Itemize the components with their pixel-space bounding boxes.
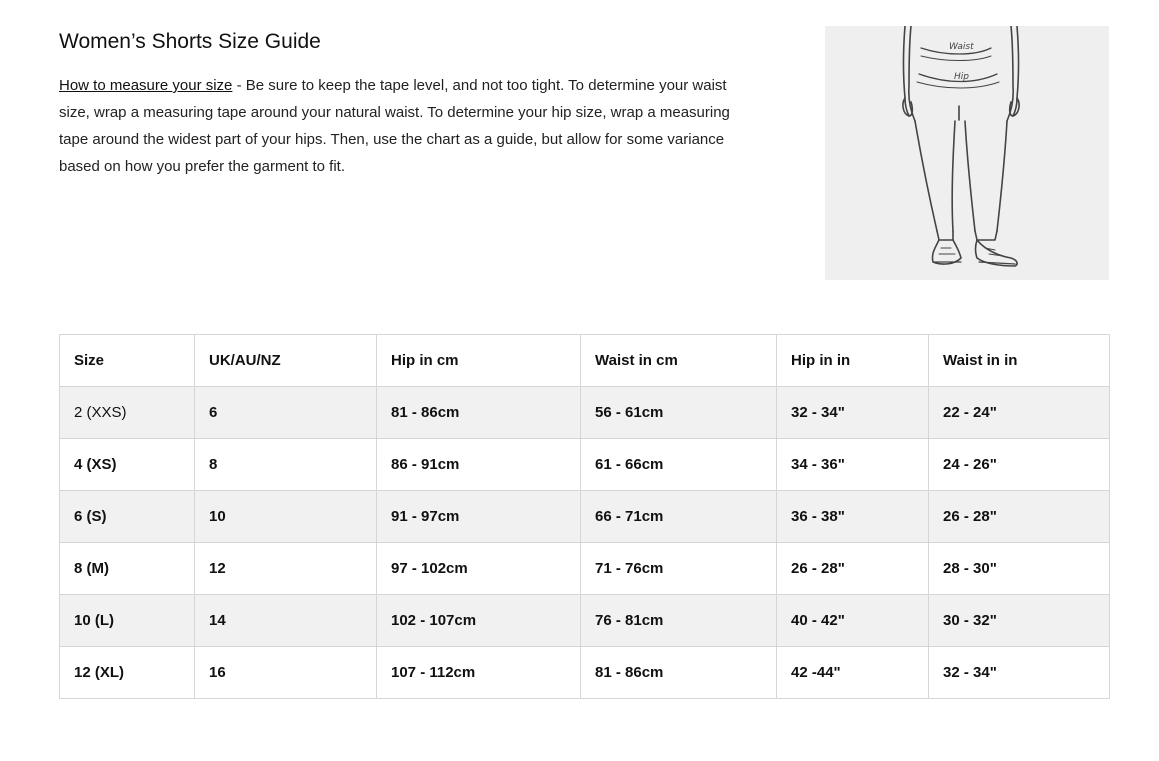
page-title: Women’s Shorts Size Guide (59, 30, 321, 53)
cell-waist-in: 30 - 32" (929, 595, 1110, 647)
cell-hip-in: 36 - 38" (777, 491, 929, 543)
cell-waist-in: 22 - 24" (929, 387, 1110, 439)
column-header-hip-in: Hip in in (777, 335, 929, 387)
cell-waist-cm: 71 - 76cm (581, 543, 777, 595)
cell-hip-cm: 102 - 107cm (377, 595, 581, 647)
cell-waist-cm: 56 - 61cm (581, 387, 777, 439)
column-header-uk-au-nz: UK/AU/NZ (195, 335, 377, 387)
size-guide-intro (59, 28, 759, 180)
column-header-size: Size (60, 335, 195, 387)
cell-waist-cm: 61 - 66cm (581, 439, 777, 491)
cell-size: 6 (S) (60, 491, 195, 543)
cell-size: 12 (XL) (60, 647, 195, 699)
measure-instructions (59, 72, 759, 180)
cell-hip-in: 40 - 42" (777, 595, 929, 647)
cell-size: 10 (L) (60, 595, 195, 647)
cell-uk-au-nz: 14 (195, 595, 377, 647)
column-header-waist-in: Waist in in (929, 335, 1110, 387)
table-row (60, 595, 1110, 647)
cell-waist-cm: 66 - 71cm (581, 491, 777, 543)
table-header-row (60, 335, 1110, 387)
cell-hip-cm: 91 - 97cm (377, 491, 581, 543)
column-header-hip-cm: Hip in cm (377, 335, 581, 387)
size-table (59, 334, 1110, 699)
column-header-waist-cm: Waist in cm (581, 335, 777, 387)
cell-size: 4 (XS) (60, 439, 195, 491)
cell-waist-in: 28 - 30" (929, 543, 1110, 595)
cell-waist-in: 32 - 34" (929, 647, 1110, 699)
cell-uk-au-nz: 6 (195, 387, 377, 439)
table-row (60, 543, 1110, 595)
cell-waist-cm: 81 - 86cm (581, 647, 777, 699)
cell-waist-in: 26 - 28" (929, 491, 1110, 543)
cell-hip-in: 42 -44" (777, 647, 929, 699)
table-row (60, 387, 1110, 439)
cell-hip-cm: 107 - 112cm (377, 647, 581, 699)
cell-hip-cm: 86 - 91cm (377, 439, 581, 491)
cell-hip-in: 34 - 36" (777, 439, 929, 491)
cell-waist-cm: 76 - 81cm (581, 595, 777, 647)
cell-uk-au-nz: 16 (195, 647, 377, 699)
cell-uk-au-nz: 8 (195, 439, 377, 491)
size-chart (59, 334, 1109, 699)
hip-label: Hip (954, 72, 969, 82)
cell-size: 8 (M) (60, 543, 195, 595)
cell-size: 2 (XXS) (60, 387, 195, 439)
cell-hip-cm: 81 - 86cm (377, 387, 581, 439)
cell-hip-in: 26 - 28" (777, 543, 929, 595)
body-outline-icon (825, 26, 1109, 280)
how-to-measure-link[interactable]: How to measure your size (59, 77, 233, 94)
cell-hip-cm: 97 - 102cm (377, 543, 581, 595)
measure-instructions-text: - Be sure to keep the tape level, and not too tight. To determine your waist size, wrap a measuring tape around your natural waist. To determine your hip size, wrap a measuring tape around the widest part of your hips. Then, use the chart as a guide, but allow for some variance based on how you prefer the garment to fit. (59, 77, 730, 175)
cell-uk-au-nz: 10 (195, 491, 377, 543)
cell-uk-au-nz: 12 (195, 543, 377, 595)
measurement-figure (825, 26, 1109, 280)
table-row (60, 439, 1110, 491)
cell-waist-in: 24 - 26" (929, 439, 1110, 491)
waist-label: Waist (949, 42, 974, 52)
table-row (60, 491, 1110, 543)
cell-hip-in: 32 - 34" (777, 387, 929, 439)
table-row (60, 647, 1110, 699)
